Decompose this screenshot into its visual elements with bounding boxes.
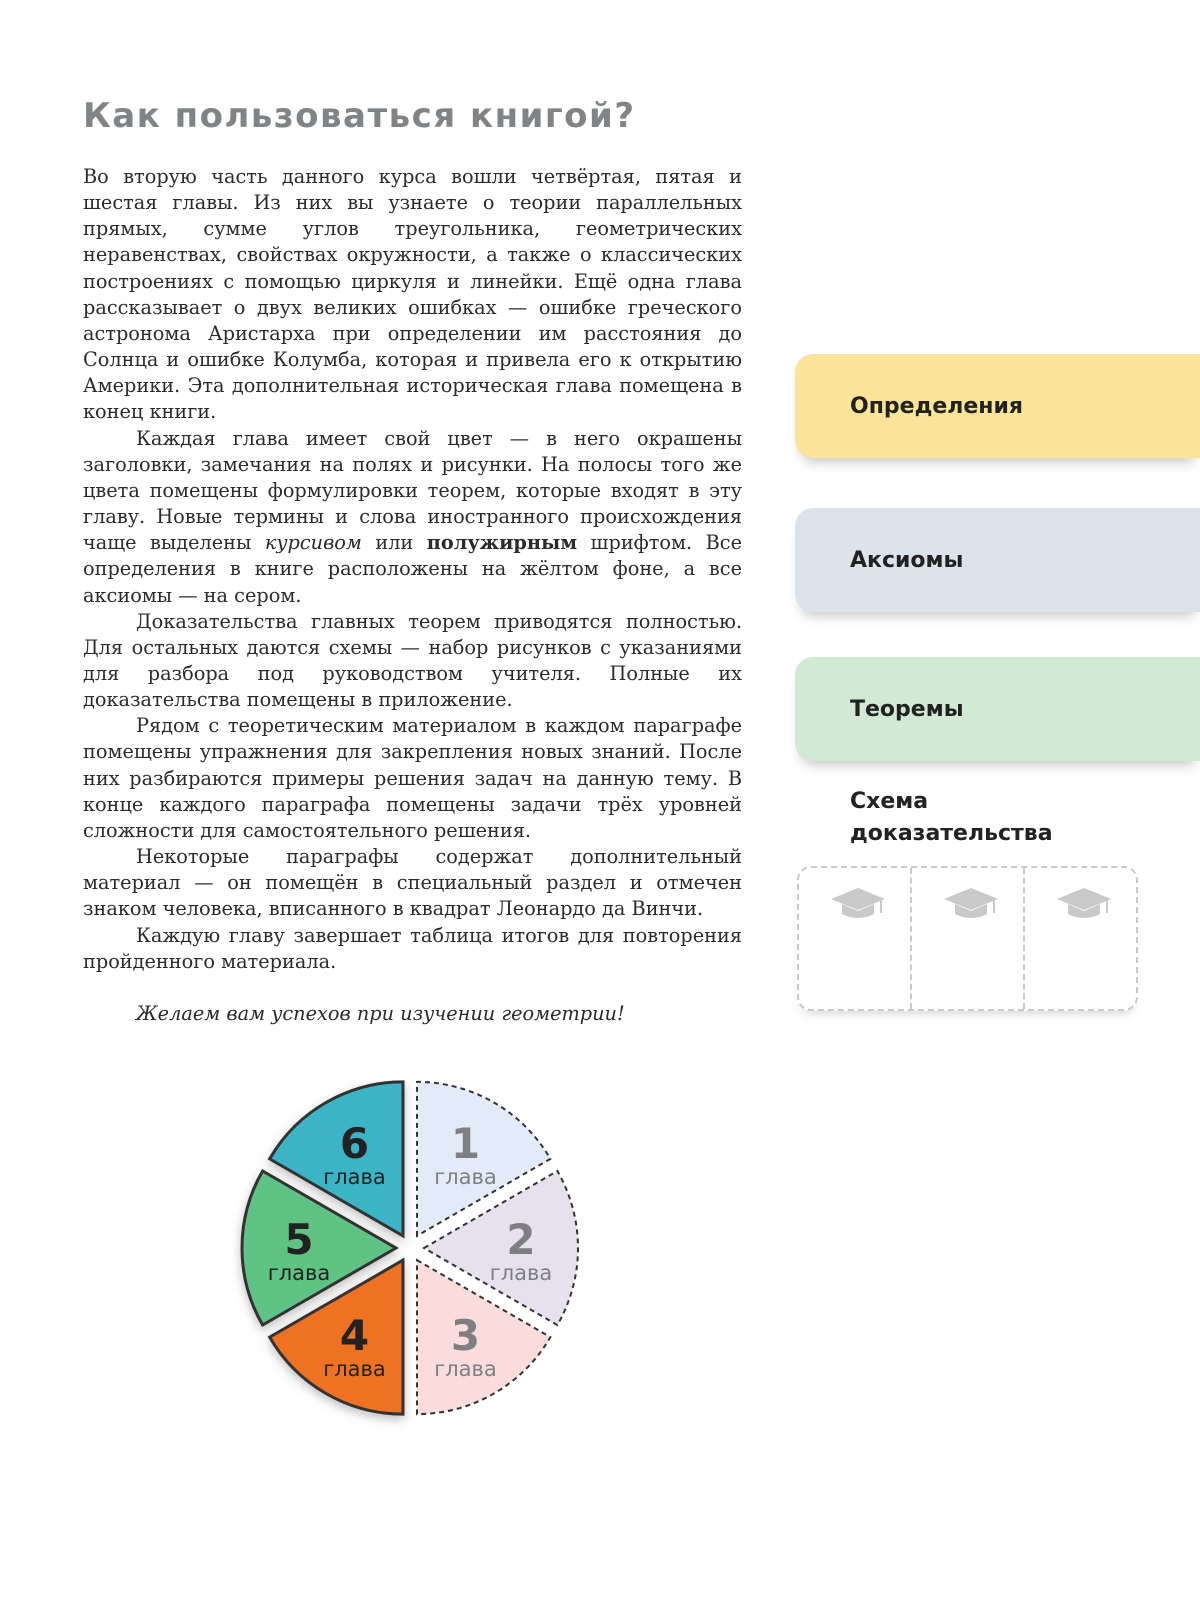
proof-scheme-label [850, 786, 1053, 850]
graduation-cap-icon [942, 886, 1000, 922]
paragraph-proofs: Доказательства главных теорем приводятся полностью. Для остальных даются схемы — набор рисунков с указаниями для разбора под руководством учителя. Полные их доказательства помещены в приложение. [83, 609, 742, 712]
definitions-label: Определения [850, 393, 1024, 419]
chapter-5-number: 5 [284, 1215, 314, 1264]
chapters-pie-diagram [230, 1080, 610, 1460]
chapter-4-number: 4 [339, 1311, 370, 1361]
paragraph-summary-table: Каждую главу завершает таблица итогов для повторения пройденного материала. [83, 923, 742, 973]
chapter-3-number: 3 [450, 1311, 481, 1361]
chapter-1-label: глава [434, 1164, 497, 1189]
chapter-2-number: 2 [506, 1215, 536, 1264]
intro-text [83, 164, 742, 1027]
page-title: Как пользоваться книгой? [83, 96, 636, 136]
axioms-legend-box [795, 508, 1200, 612]
proof-scheme-box [797, 866, 1138, 1011]
paragraph-chapter-colors-end: шрифтом. Все определения в книге расположены на жёлтом фоне, а все аксиомы — на сером. [83, 531, 742, 607]
theorems-label: Теоремы [850, 696, 964, 722]
paragraph-exercises: Рядом с теоретическим материалом в каждом параграфе помещены упражнения для закрепления новых знаний. После них разбираются примеры решения задач на данную тему. В конце каждого параграфа помещены задачи трёх уровней сложности для самостоятельного решения. [83, 714, 742, 842]
paragraph-chapter-colors-start: Каждая глава имеет свой цвет — в него окрашены заголовки, замечания на полях и рисунки. На полосы того же цвета помещены формулировки теорем, которые входят в эту главу. Новые термины и слова иностранного происхождения чаще выделены [83, 426, 742, 555]
proof-scheme-cell [799, 868, 912, 1009]
chapter-4-label: глава [323, 1357, 386, 1382]
italic-example: курсивом [264, 531, 362, 555]
proof-scheme-cell [912, 868, 1025, 1009]
chapter-1-number: 1 [450, 1118, 481, 1168]
paragraph-course-contents: Во вторую часть данного курса вошли четвёртая, пятая и шестая главы. Из них вы узнаете о теории параллельных прямых, сумме углов треугольника, геометрических неравенствах, свойствах окружности, а также о классических построениях с помощью циркуля и линейки. Ещё одна глава рассказывает о двух великих ошибках — ошибке греческого астронома Аристарха при определении им расстояния до Солнца и ошибке Колумба, которая и привела его к открытию Америки. Эта дополнительная историческая глава помещена в конец книги. [83, 165, 742, 424]
axioms-label: Аксиомы [850, 547, 964, 573]
chapter-2-label: глава [489, 1261, 553, 1285]
paragraph-chapter-colors [83, 426, 742, 609]
proof-scheme-label-line2: доказательства [850, 821, 1053, 846]
theorems-legend-box [795, 657, 1200, 761]
chapter-6-number: 6 [339, 1118, 370, 1168]
proof-scheme-label-line1: Схема [850, 789, 929, 814]
paragraph-chapter-colors-or: или [361, 531, 427, 555]
bold-example: полужирным [426, 531, 578, 555]
graduation-cap-icon [1055, 886, 1113, 922]
graduation-cap-icon [829, 886, 887, 922]
closing-wish: Желаем вам успехов при изучении геометрии! [136, 1001, 625, 1025]
chapter-3-label: глава [434, 1357, 497, 1382]
definitions-legend-box [795, 354, 1200, 458]
chapter-6-label: глава [323, 1164, 386, 1189]
chapter-5-label: глава [267, 1261, 331, 1285]
paragraph-additional-material: Некоторые параграфы содержат дополнительный материал — он помещён в специальный раздел и отмечен знаком человека, вписанного в квадрат Леонардо да Винчи. [83, 845, 742, 921]
proof-scheme-cell [1025, 868, 1136, 1009]
